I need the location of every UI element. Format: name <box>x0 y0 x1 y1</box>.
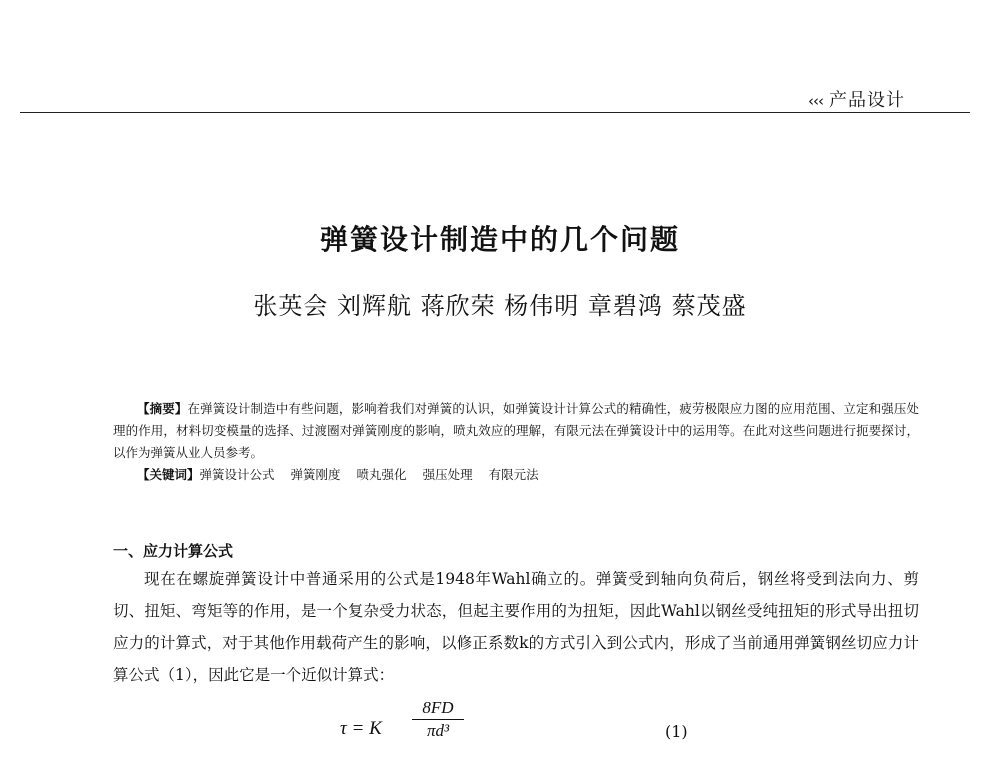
equation-denominator: πd³ <box>426 721 450 740</box>
abstract-label: 【摘要】 <box>137 401 188 416</box>
chevron-left-icon: ‹‹‹ <box>808 92 823 110</box>
abstract-block <box>113 398 919 486</box>
keyword: 强压处理 <box>422 467 473 482</box>
abstract-paragraph <box>113 398 919 464</box>
keyword: 有限元法 <box>488 467 539 482</box>
paper-title: 弹簧设计制造中的几个问题 <box>319 223 680 256</box>
running-header <box>808 86 905 112</box>
keyword: 弹簧设计公式 <box>199 467 275 482</box>
equation-fraction <box>412 698 464 741</box>
section-label: 产品设计 <box>829 90 905 111</box>
body-text <box>113 563 919 691</box>
equation-lhs: τ = K <box>340 718 382 739</box>
author-list: 张英会 刘辉航 蒋欣荣 杨伟明 章碧鸿 蔡茂盛 <box>253 292 747 320</box>
equation-numerator: 8FD <box>412 698 464 720</box>
abstract-text: 在弹簧设计制造中有些问题，影响着我们对弹簧的认识，如弹簧设计计算公式的精确性，疲劳极限应力图的应用范围、立定和强压处理的作用，材料切变模量的选择、过渡圈对弹簧刚度的影响，喷丸效应的理解，有限元法在弹簧设计中的运用等。在此对这些问题进行扼要探讨，以作为弹簧从业人员参考。 <box>113 401 919 460</box>
keyword: 喷丸强化 <box>356 467 407 482</box>
keywords-line <box>113 464 919 486</box>
keyword: 弹簧刚度 <box>290 467 341 482</box>
body-paragraph: 现在在螺旋弹簧设计中普通采用的公式是1948年Wahl确立的。弹簧受到轴向负荷后，钢丝将受到法向力、剪切、扭矩、弯矩等的作用，是一个复杂受力状态，但起主要作用的为扭矩，因此Wahl以钢丝受纯扭矩的形式导出扭切应力的计算式，对于其他作用载荷产生的影响，以修正系数k的方式引入到公式内，形成了当前通用弹簧钢丝切应力计算公式（1），因此它是一个近似计算式： <box>113 570 919 684</box>
section-heading: 一、应力计算公式 <box>113 542 234 560</box>
equation-number: (1) <box>665 722 688 741</box>
keywords-label: 【关键词】 <box>137 467 200 482</box>
header-rule <box>20 112 970 113</box>
